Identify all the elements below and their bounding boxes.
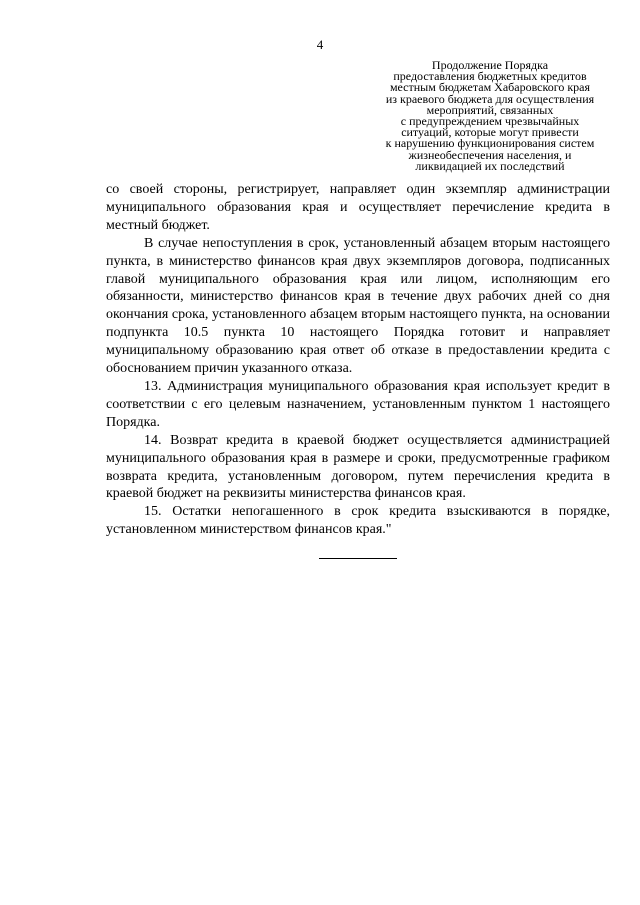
header-note-line: местным бюджетам Хабаровского края — [389, 80, 591, 95]
header-note-line: ситуаций, которые могут привести — [401, 125, 579, 140]
end-of-document-line — [319, 558, 397, 559]
non-receipt-paragraph: В случае непоступления в срок, установленный абзацем вторым настоящего пункта, в министерство финансов края двух экземпляров договора, подписанных главой муниципального образования края или лицом, исполняющим его обязанности, министерство финансов края в течение двух рабочих дней со дня окончания срока, установленного абзацем вторым настоящего пункта, на основании подпункта 10.5 пункта 10 настоящего Порядка готовит и направляет муниципальному образованию края ответ об отказе в предоставлении кредита с обоснованием причин указанного отказа. — [106, 235, 610, 377]
page-number: 4 — [316, 37, 324, 52]
header-note-line: жизнеобеспечения населения, и — [408, 147, 572, 162]
continuation-paragraph: со своей стороны, регистрирует, направляет один экземпляр администрации муниципального образования края и осуществляет перечисление кредита в местный бюджет. — [106, 182, 610, 233]
item-15-paragraph: 15. Остатки непогашенного в срок кредита взыскиваются в порядке, установленном министерством финансов края." — [106, 504, 610, 538]
header-note-line: ликвидацией их последствий — [415, 158, 565, 173]
header-note-line: к нарушению функционирования систем — [385, 136, 595, 151]
item-14-paragraph: 14. Возврат кредита в краевой бюджет осуществляется администрацией муниципального образования края в размере и сроки, предусмотренные графиком возврата кредита, установленным договором, путем перечисления кредита в краевой бюджет на реквизиты министерства финансов края. — [106, 432, 610, 502]
document-header-note — [372, 60, 608, 172]
header-note-line: с предупреждением чрезвычайных — [400, 114, 580, 129]
header-note-line: из краевого бюджета для осуществления — [385, 91, 595, 106]
item-13-paragraph: 13. Администрация муниципального образования края использует кредит в соответствии с его целевым назначением, установленным пунктом 1 настоящего Порядка. — [106, 378, 610, 430]
header-note-line: Продолжение Порядка — [431, 58, 549, 72]
header-note-line: мероприятий, связанных — [426, 102, 554, 117]
document-body — [106, 181, 610, 539]
header-note-line: предоставления бюджетных кредитов — [393, 69, 587, 84]
